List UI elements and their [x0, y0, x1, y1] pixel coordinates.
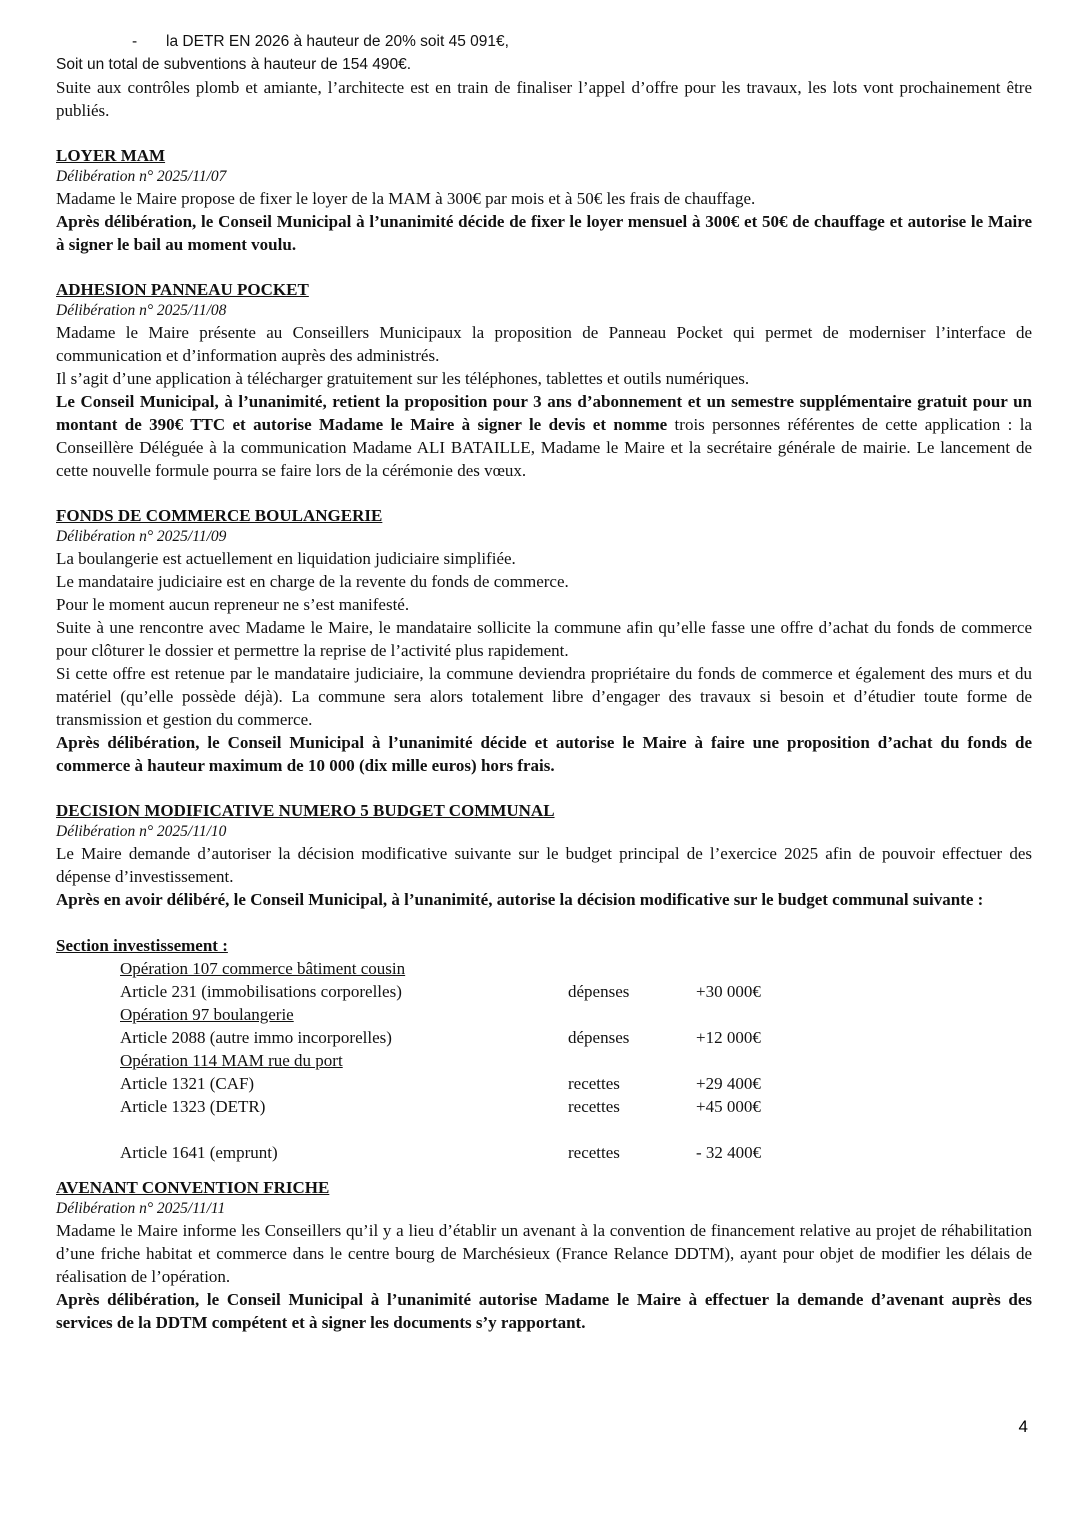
table-cell-amount	[696, 1118, 816, 1141]
table-row	[120, 1026, 816, 1049]
deliberation-number: Délibération n° 2025/11/11	[56, 1200, 226, 1217]
section-investissement-heading: Section investissement :	[56, 936, 228, 955]
table-cell-label: Article 1641 (emprunt)	[120, 1143, 278, 1162]
paragraph: Madame le Maire propose de fixer le loyer de la MAM à 300€ par mois et à 50€ les frais de chauffage.	[56, 189, 756, 208]
table-row	[120, 1141, 816, 1164]
table-cell-type: dépenses	[568, 1028, 630, 1047]
paragraph: Madame le Maire présente au Conseillers Municipaux la proposition de Panneau Pocket qui permet de moderniser l’interface de communication et d’information auprès des administrés.	[56, 323, 1032, 365]
table-row	[120, 1003, 816, 1026]
table-cell-amount	[696, 1003, 816, 1026]
section-title-loyer-mam: LOYER MAM	[56, 146, 166, 165]
decision-paragraph: Après délibération, le Conseil Municipal à l’unanimité décide de fixer le loyer mensuel à 300€ et 50€ de chauffage et autorise le Maire à signer le bail au moment voulu.	[56, 212, 1032, 254]
table-cell-type	[568, 1118, 696, 1141]
table-cell-amount	[696, 957, 816, 980]
table-cell-label: Article 1323 (DETR)	[120, 1097, 266, 1116]
decision-paragraph: Après délibération, le Conseil Municipal à l’unanimité autorise Madame le Maire à effectuer la demande d’avenant auprès des services de la DDTM compétent et à signer les documents s’y rapportant.	[56, 1290, 1032, 1332]
decision-paragraph	[56, 390, 1032, 482]
decision-bold-text: Le Conseil Municipal, à l’unanimité, retient la proposition pour 3 ans d’abonnement et un semestre supplémentaire gratuit pour un montant de 390€ TTC et autorise Madame le Maire à signer le devis et nomme	[56, 392, 1032, 434]
table-row	[120, 1049, 816, 1072]
paragraph: Madame le Maire informe les Conseillers qu’il y a lieu d’établir un avenant à la convention de financement relative au projet de réhabilitation d’une friche habitat et commerce dans le centre bourg de Marchésieux (France Relance DDTM), ayant pour objet de modifier les délais de réalisation de l’opération.	[56, 1221, 1032, 1286]
paragraph: Pour le moment aucun repreneur ne s’est manifesté.	[56, 595, 410, 614]
architect-paragraph: Suite aux contrôles plomb et amiante, l’architecte est en train de finaliser l’appel d’offre pour les travaux, les lots vont prochainement être publiés.	[56, 78, 1032, 120]
table-cell-amount: - 32 400€	[696, 1143, 762, 1162]
table-cell-label: Article 231 (immobilisations corporelles)	[120, 982, 402, 1001]
table-cell-amount: +45 000€	[696, 1097, 761, 1116]
document-page	[56, 30, 1032, 1334]
budget-table	[120, 957, 816, 1164]
table-row	[120, 1072, 816, 1095]
table-row	[120, 1095, 816, 1118]
table-cell-label: Opération 107 commerce bâtiment cousin	[120, 959, 406, 978]
paragraph: La boulangerie est actuellement en liquidation judiciaire simplifiée.	[56, 549, 516, 568]
table-cell-label: Article 1321 (CAF)	[120, 1074, 255, 1093]
section-title-decision-modificative: DECISION MODIFICATIVE NUMERO 5 BUDGET COMMUNAL	[56, 801, 555, 820]
paragraph: Suite à une rencontre avec Madame le Maire, le mandataire sollicite la commune afin qu’elle fasse une offre d’achat du fonds de commerce pour clôturer le dossier et permettre la reprise de l’activité plus rapidement.	[56, 618, 1032, 660]
paragraph: Il s’agit d’une application à télécharger gratuitement sur les téléphones, tablettes et outils numériques.	[56, 369, 750, 388]
subvention-total: Soit un total de subventions à hauteur de 154 490€.	[56, 56, 412, 73]
table-cell-amount: +30 000€	[696, 982, 761, 1001]
deliberation-number: Délibération n° 2025/11/09	[56, 528, 227, 545]
table-cell-type	[568, 957, 696, 980]
deliberation-number: Délibération n° 2025/11/07	[56, 168, 227, 185]
deliberation-number: Délibération n° 2025/11/08	[56, 302, 227, 319]
table-row-spacer	[120, 1118, 816, 1141]
decision-paragraph: Après délibération, le Conseil Municipal à l’unanimité décide et autorise le Maire à faire une proposition d’achat du fonds de commerce à hauteur maximum de 10 000 (dix mille euros) hors frais.	[56, 733, 1032, 775]
table-cell-label: Article 2088 (autre immo incorporelles)	[120, 1028, 392, 1047]
table-cell-amount: +12 000€	[696, 1028, 761, 1047]
table-cell-type: recettes	[568, 1097, 620, 1116]
table-cell-amount: +29 400€	[696, 1074, 761, 1093]
table-row	[120, 980, 816, 1003]
table-cell-type	[568, 1049, 696, 1072]
section-title-panneau-pocket: ADHESION PANNEAU POCKET	[56, 280, 309, 299]
deliberation-number: Délibération n° 2025/11/10	[56, 823, 227, 840]
page-number: 4	[1018, 1417, 1028, 1436]
table-cell-label	[120, 1118, 568, 1141]
detr-text: la DETR EN 2026 à hauteur de 20% soit 45 091€,	[166, 33, 509, 50]
table-cell-type: recettes	[568, 1074, 620, 1093]
table-cell-label: Opération 114 MAM rue du port	[120, 1051, 343, 1070]
paragraph: Le mandataire judiciaire est en charge de la revente du fonds de commerce.	[56, 572, 569, 591]
paragraph: Le Maire demande d’autoriser la décision modificative suivante sur le budget principal de l’exercice 2025 afin de pouvoir effectuer des dépense d’investissement.	[56, 844, 1032, 886]
table-cell-amount	[696, 1049, 816, 1072]
paragraph: Si cette offre est retenue par le mandataire judiciaire, la commune deviendra propriétaire du fonds de commerce et également des murs et du matériel (qu’elle possède déjà). La commune sera alors totalement libre d’engager des travaux si besoin et d’étudier toute forme de transmission et gestion du commerce.	[56, 664, 1032, 729]
table-cell-type: dépenses	[568, 982, 630, 1001]
bullet-dash: -	[132, 33, 138, 50]
detr-bullet-line	[56, 30, 1032, 53]
table-cell-label: Opération 97 boulangerie	[120, 1005, 294, 1024]
decision-rest-text: trois personnes référentes de cette application : la Conseillère Déléguée à la communication Madame ALI BATAILLE, Madame le Maire et la secrétaire générale de mairie. Le lancement de cette nouvelle formule pourra se faire lors de la cérémonie des vœux.	[56, 415, 1032, 480]
section-title-boulangerie: FONDS DE COMMERCE BOULANGERIE	[56, 506, 383, 525]
table-cell-type	[568, 1003, 696, 1026]
decision-paragraph: Après en avoir délibéré, le Conseil Municipal, à l’unanimité, autorise la décision modificative sur le budget communal suivante :	[56, 890, 984, 909]
section-title-avenant-friche: AVENANT CONVENTION FRICHE	[56, 1178, 330, 1197]
table-cell-type: recettes	[568, 1143, 620, 1162]
table-row	[120, 957, 816, 980]
